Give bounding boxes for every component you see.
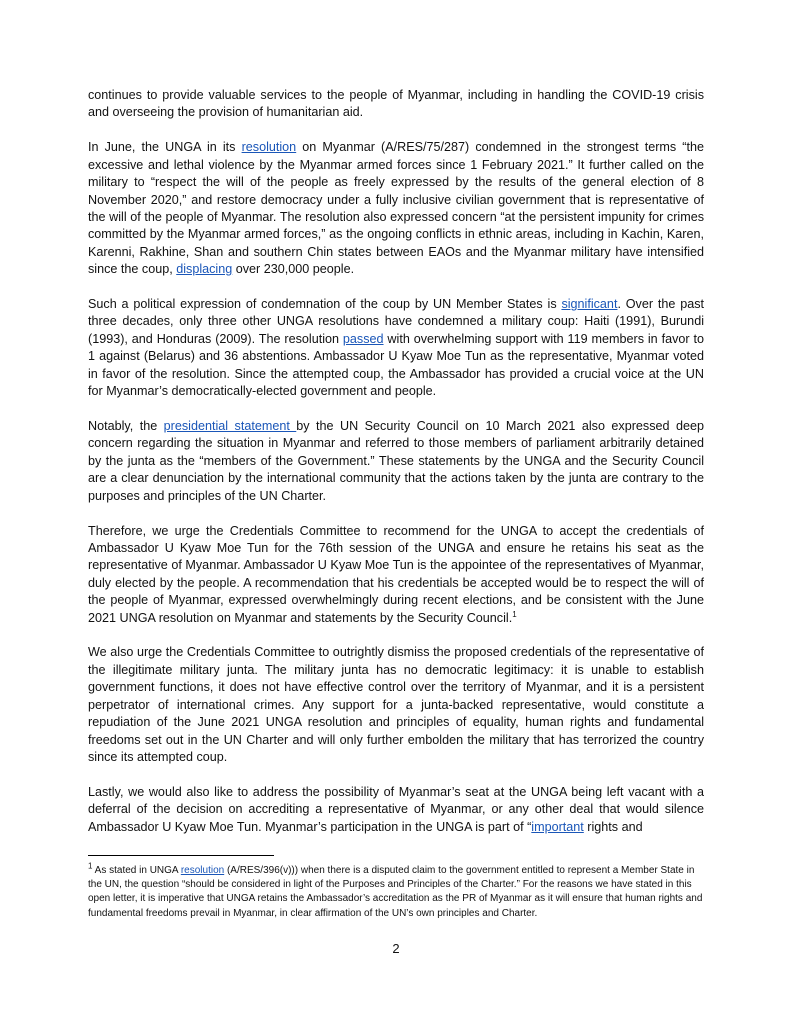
paragraph-text: Notably, the xyxy=(88,419,164,433)
footnote-text: As stated in UNGA xyxy=(92,865,181,876)
paragraph-text: on Myanmar (A/RES/75/287) condemned in the strongest terms “the excessive and lethal violence by the Myanmar armed forces since 1 February 2021.” It further called on the military to “respect the will of the people as freely expressed by the results of the general election of 8 November 2020,” and restore democracy under a fully inclusive civilian government that is representative of the will of the people of Myanmar. The resolution also expressed concern “at the persistent impunity for crimes committed by the Myanmar armed forces,” as the ongoing conflicts in ethnic areas, including in Kachin, Karen, Karenni, Rakhine, Shan and southern Chin states between EAOs and the Myanmar military have intensified since the coup, xyxy=(88,140,704,277)
footnote-text: (A/RES/396(v))) when there is a disputed claim to the government entitled to represent a Member State in the UN, the question “should be considered in light of the Purposes and Principles of the Charter.” For the reasons we have stated in this open letter, it is imperative that UNGA retains the Ambassador’s accreditation as the PR of Myanmar as it will ensure that human rights and fundamental freedoms prevail in Myanmar, in clear affirmation of the UN’s own principles and Charter. xyxy=(88,865,703,919)
paragraph-6 xyxy=(88,644,704,766)
paragraph-text: rights and xyxy=(583,819,643,834)
document-body xyxy=(88,87,704,854)
passed-link[interactable]: passed xyxy=(342,331,384,346)
footnote-separator xyxy=(88,855,274,856)
footnote xyxy=(88,861,704,921)
important-link[interactable]: important xyxy=(531,819,584,834)
paragraph-text: We also urge the Credentials Committee to outrightly dismiss the proposed credentials of the representative of the illegitimate military junta. The military junta has no democratic legitimacy: it is unable to establish government functions, it does not have effective control over the territory of Myanmar, and it is a persistent perpetrator of international crimes. Any support for a junta-backed representative, would constitute a repudiation of the June 2021 UNGA resolution and principles of equality, human rights and fundamental freedoms set out in the UN Charter and will only further embolden the military that has terrorized the country since its attempted coup. xyxy=(88,645,704,764)
page-number: 2 xyxy=(392,941,400,956)
paragraph-text: continues to provide valuable services to the people of Myanmar, including in handling the COVID-19 crisis and overseeing the provision of humanitarian aid. xyxy=(88,88,704,120)
paragraph-4 xyxy=(88,418,704,505)
presidential-statement-link[interactable]: presidential statement xyxy=(163,419,297,433)
paragraph-3 xyxy=(88,296,704,400)
footnote-number: 1 xyxy=(88,861,93,871)
paragraph-1 xyxy=(88,87,704,122)
paragraph-text: Lastly, we would also like to address the possibility of Myanmar’s seat at the UNGA being left vacant with a deferral of the decision on accrediting a representative of Myanmar, or any other deal that would silence Ambassador U Kyaw Moe Tun. Myanmar’s participation in the UNGA is part of “ xyxy=(88,784,704,834)
paragraph-text: In June, the UNGA in its xyxy=(88,140,242,155)
paragraph-text: with overwhelming support with 119 members in favor to 1 against (Belarus) and 36 abstentions. Ambassador U Kyaw Moe Tun as the representative, Myanmar voted in favor of the resolution. Since the attempted coup, the Ambassador has provided a crucial voice at the UN for Myanmar’s democratically-elected government and people. xyxy=(88,331,704,399)
paragraph-2 xyxy=(88,139,704,278)
resolution-link[interactable]: resolution xyxy=(241,140,297,155)
paragraph-text: over 230,000 people. xyxy=(232,262,355,277)
paragraph-text: Such a political expression of condemnation of the coup by UN Member States is xyxy=(88,297,562,312)
paragraph-text: by the UN Security Council on 10 March 2021 also expressed deep concern regarding the situation in Myanmar and referred to those members of parliament arbitrarily detained by the junta as the “members of the Government.” These statements by the UNGA and the Security Council are a clear denunciation by the international community that the actions taken by the junta are contrary to the purposes and principles of the UN Charter. xyxy=(88,419,704,503)
footnote-reference[interactable]: 1 xyxy=(512,609,517,619)
significant-link[interactable]: significant xyxy=(561,297,618,312)
paragraph-text: Therefore, we urge the Credentials Committee to recommend for the UNGA to accept the credentials of Ambassador U Kyaw Moe Tun for the 76th session of the UNGA and ensure he retains his seat as the representative of Myanmar. Ambassador U Kyaw Moe Tun is the appointee of the representatives of Myanmar, duly elected by the people. A recommendation that his credentials be accepted would be to respect the will of the people of Myanmar, expressed overwhelmingly during recent elections, and be consistent with the June 2021 UNGA resolution on Myanmar and statements by the Security Council. xyxy=(88,523,704,625)
paragraph-5 xyxy=(88,523,704,627)
paragraph-text: . Over the past three decades, only three other UNGA resolutions have condemned a military coup: Haiti (1991), Burundi (1993), and Honduras (2009). The resolution xyxy=(88,297,704,346)
paragraph-7 xyxy=(88,784,704,836)
displacing-link[interactable]: displacing xyxy=(176,262,233,277)
footnote-resolution-link[interactable]: resolution xyxy=(180,865,225,876)
